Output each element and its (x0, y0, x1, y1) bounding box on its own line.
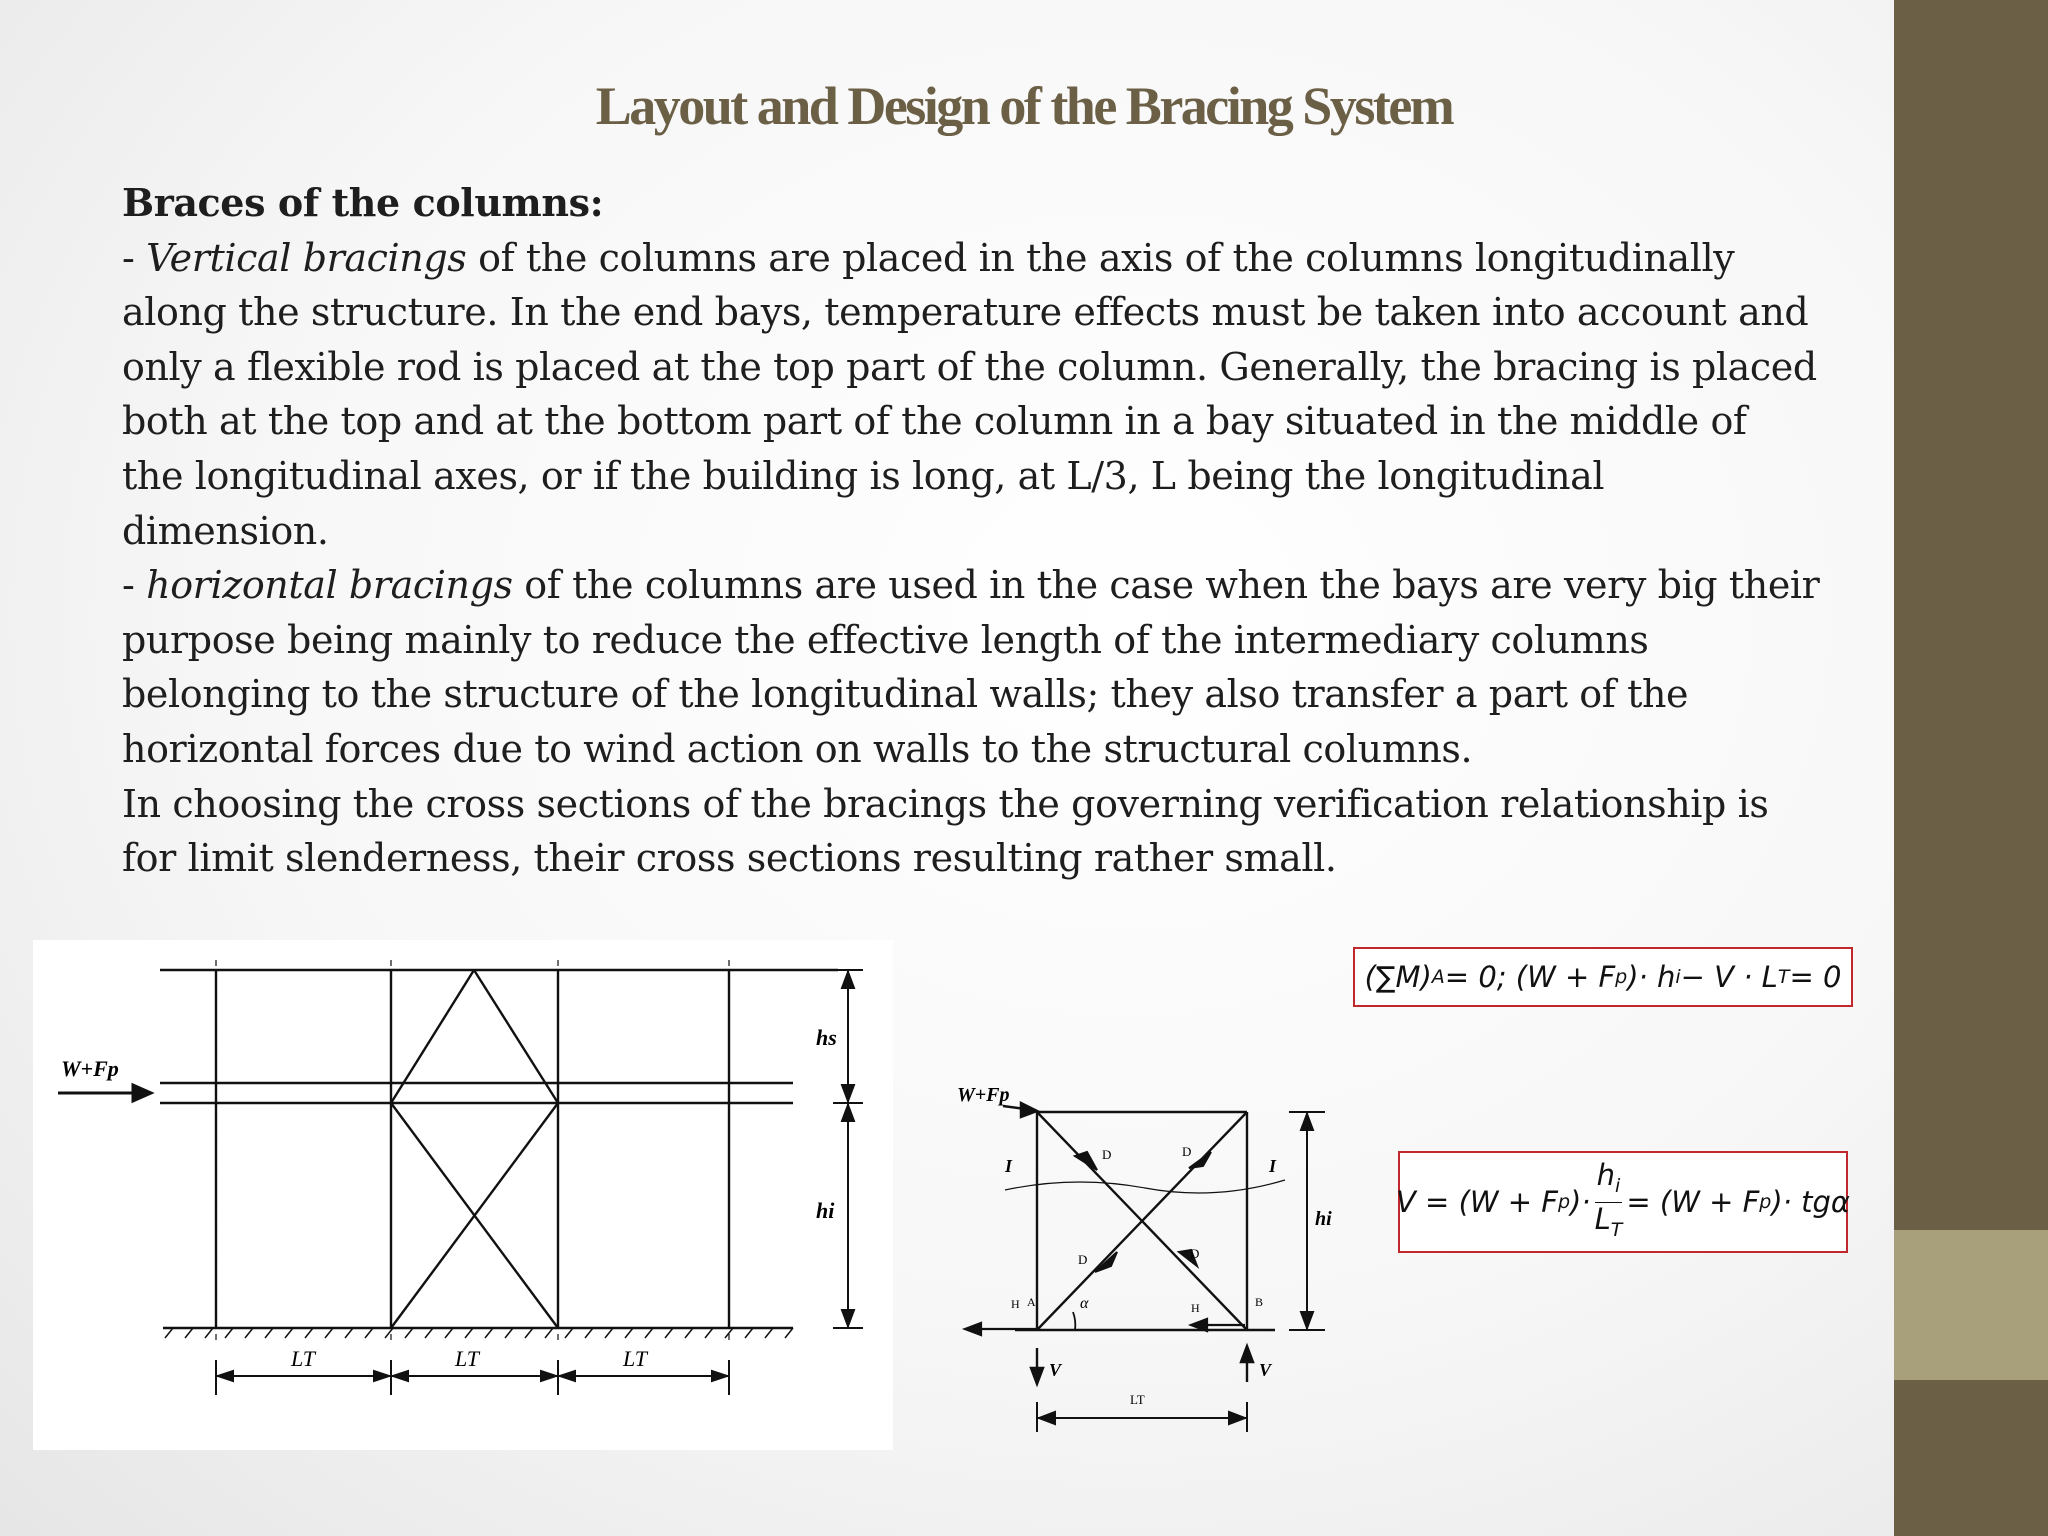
eq1-part: )· h (1627, 960, 1676, 994)
eq2-sub: T (1610, 1218, 1623, 1241)
eq2-sub: p (1759, 1191, 1772, 1213)
eq1-part: = 0; (W + F (1444, 960, 1616, 994)
paragraph-vertical-line-2: along the structure. In the end bays, temperature effects must be taken into account and (122, 290, 1809, 335)
angle-arc (1073, 1312, 1075, 1330)
bay-force-diagram (945, 1080, 1350, 1460)
member-label-1: D (1102, 1147, 1112, 1162)
bracing-elevation-diagram (33, 940, 893, 1450)
support-a-label: A (1027, 1295, 1036, 1309)
eq2-sub: i (1615, 1174, 1621, 1197)
section-cut-line (1005, 1180, 1285, 1193)
paragraph-horizontal-line-1 (122, 558, 1892, 613)
support-b-label: B (1255, 1295, 1264, 1309)
reaction-v-right-label: V (1259, 1360, 1272, 1380)
eq1-part: (∑M) (1364, 960, 1432, 994)
hs-label: hs (816, 1025, 837, 1050)
paragraph-vertical-line-6: dimension. (122, 508, 329, 553)
term-vertical-bracings: Vertical bracings (146, 235, 467, 280)
eq2-fraction (1595, 1159, 1623, 1246)
bay-height-label: hi (1315, 1208, 1332, 1230)
paragraph-vertical-line-3: only a flexible rod is placed at the top part of the column. Generally, the bracing is placed (122, 344, 1817, 389)
eq2-part: )· tgα (1771, 1185, 1851, 1219)
section-mark-left: I (1005, 1156, 1013, 1176)
bay-span-label: LT (1130, 1392, 1145, 1407)
eq2-part: V = (W + F (1396, 1185, 1558, 1219)
member-label-4: D (1190, 1246, 1200, 1261)
paragraph-horizontal-line-2: purpose being mainly to reduce the effective length of the intermediary columns (122, 617, 1649, 662)
reaction-h-right-label: H (1191, 1301, 1200, 1315)
vertical-reactions (1031, 1346, 1253, 1384)
moment-equation (1353, 947, 1853, 1007)
eq2-denominator (1595, 1203, 1623, 1246)
eq2-numerator (1595, 1159, 1623, 1203)
paragraph-vertical-line-4: both at the top and at the bottom part of the column in a bay situated in the middle of (122, 399, 1747, 444)
paragraph-vertical-line-5: the longitudinal axes, or if the building is long, at L/3, L being the longitudinal (122, 453, 1605, 498)
span-label-1: LT (291, 1346, 316, 1371)
span-label-2: LT (455, 1346, 480, 1371)
paragraph-vertical-line-1 (122, 231, 1892, 286)
height-dimension (833, 970, 863, 1328)
paragraph-horizontal-line-3: belonging to the structure of the longitudinal walls; they also transfer a part of the (122, 672, 1689, 717)
eq2-part: h (1596, 1157, 1616, 1192)
eq2-part: = (W + F (1626, 1185, 1760, 1219)
paragraph-horizontal-line-4: horizontal forces due to wind action on walls to the structural columns. (122, 726, 1473, 771)
bracing-elevation-svg (33, 940, 893, 1450)
horizontal-reactions (965, 1319, 1245, 1335)
eq1-part: = 0 (1789, 960, 1842, 994)
eq1-sub: T (1777, 966, 1790, 988)
eq2-part: )· (1570, 1185, 1591, 1219)
bay-load-label: W+Fp (957, 1084, 1010, 1106)
load-arrow (58, 1085, 151, 1101)
shear-force-equation (1396, 1151, 1851, 1253)
slide-title: Layout and Design of the Bracing System (595, 76, 1453, 136)
sidebar-accent-band (1894, 1230, 2048, 1380)
section-mark-right: I (1269, 1156, 1277, 1176)
eq1-part: − V · L (1680, 960, 1778, 994)
bay-force-svg (945, 1080, 1350, 1460)
paragraph-cross-section-line-1: In choosing the cross sections of the bracings the governing verification relationship is (122, 781, 1769, 826)
member-label-3: D (1078, 1252, 1088, 1267)
member-label-2: D (1182, 1144, 1192, 1159)
bullet-dash: - (122, 235, 147, 280)
angle-label: α (1080, 1295, 1089, 1312)
span-label-3: LT (623, 1346, 648, 1371)
term-horizontal-bracings: horizontal bracings (146, 563, 513, 608)
eq1-sub: i (1675, 966, 1681, 988)
section-heading: Braces of the columns: (122, 180, 604, 225)
hi-label: hi (816, 1198, 835, 1223)
text-run: of the columns are placed in the axis of the columns longitudinally (466, 235, 1735, 280)
reaction-v-left-label: V (1049, 1360, 1062, 1380)
eq1-sub: A (1431, 966, 1445, 988)
body-text (122, 176, 1892, 886)
bullet-dash: - (122, 563, 147, 608)
eq2-part: L (1594, 1201, 1611, 1236)
text-run: of the columns are used in the case when the bays are very big their (512, 563, 1820, 608)
paragraph-cross-section-line-2: for limit slenderness, their cross sections resulting rather small. (122, 836, 1337, 881)
reaction-h-left-label: H (1011, 1297, 1020, 1311)
ground-hatch (165, 1328, 793, 1338)
eq1-sub: p (1615, 966, 1628, 988)
eq2-sub: p (1557, 1191, 1571, 1213)
load-label: W+Fp (61, 1056, 119, 1081)
